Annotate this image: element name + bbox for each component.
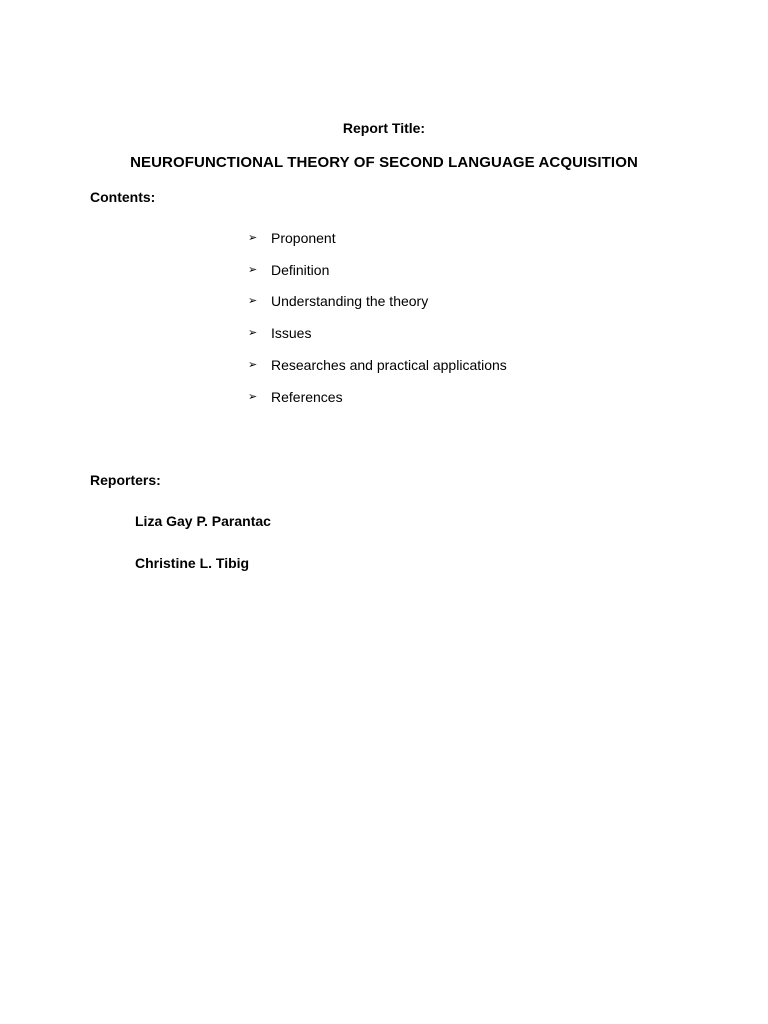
contents-label: Contents: — [90, 189, 156, 205]
arrow-bullet-icon: ➢ — [248, 359, 258, 372]
list-item — [248, 286, 507, 318]
contents-list — [248, 222, 507, 413]
list-item-label: Issues — [271, 325, 312, 342]
list-item — [248, 254, 507, 286]
reporter-name: Liza Gay P. Parantac — [135, 513, 271, 529]
report-title: NEUROFUNCTIONAL THEORY OF SECOND LANGUAGE ACQUISITION — [130, 154, 638, 171]
list-item-label: Understanding the theory — [271, 293, 429, 310]
list-item — [248, 381, 507, 413]
list-item-label: Proponent — [271, 229, 336, 246]
list-item-label: Researches and practical applications — [271, 357, 507, 374]
list-item — [248, 349, 507, 381]
arrow-bullet-icon: ➢ — [248, 263, 258, 276]
arrow-bullet-icon: ➢ — [248, 231, 258, 244]
arrow-bullet-icon: ➢ — [248, 327, 258, 340]
reporter-name: Christine L. Tibig — [135, 555, 250, 571]
list-item-label: References — [271, 388, 343, 405]
list-item — [248, 317, 507, 349]
reporters-label: Reporters: — [90, 472, 161, 488]
arrow-bullet-icon: ➢ — [248, 295, 258, 308]
list-item — [248, 222, 507, 254]
arrow-bullet-icon: ➢ — [248, 390, 258, 403]
list-item-label: Definition — [271, 261, 330, 278]
report-title-label: Report Title: — [342, 120, 426, 136]
